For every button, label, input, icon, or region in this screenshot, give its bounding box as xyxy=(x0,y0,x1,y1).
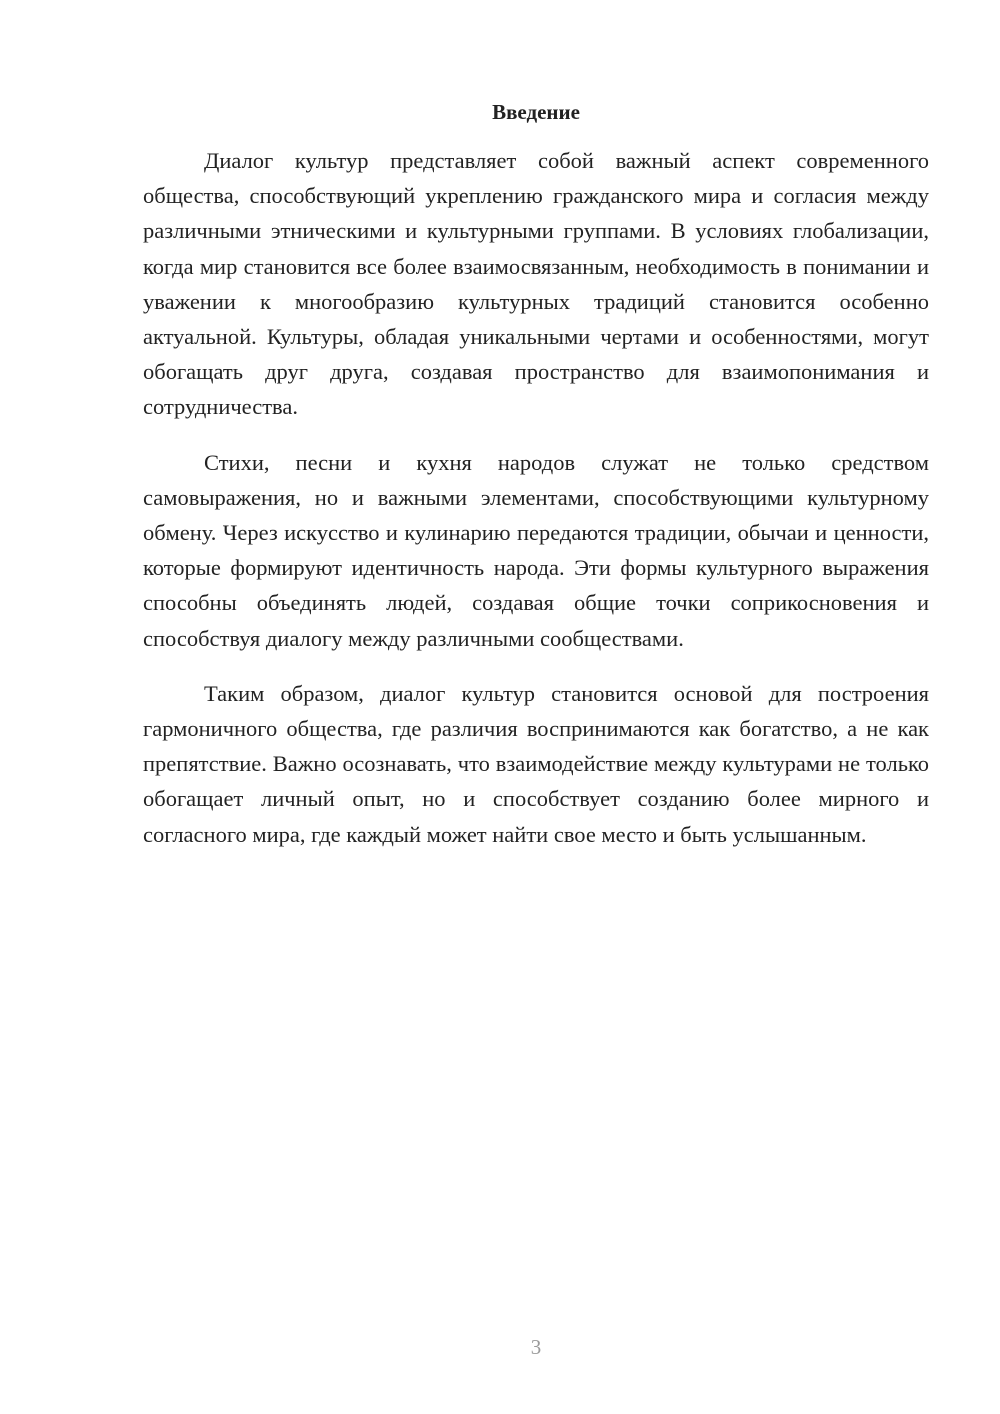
paragraph-2: Стихи, песни и кухня народов служат не только средством самовыражения, но и важными элементами, способствующими культурному обмену. Через искусство и кулинарию передаются традиции, обычаи и ценности, которые формируют идентичность народа. Эти формы культурного выражения способны объединять людей, создавая общие точки соприкосновения и способствуя диалогу между различными сообществами. xyxy=(143,449,929,651)
page-number: 3 xyxy=(530,1335,542,1359)
paragraph-1: Диалог культур представляет собой важный аспект современного общества, способствующий укреплению гражданского мира и согласия между различными этническими и культурными группами. В условиях глобализации, когда мир становится все более взаимосвязанным, необходимость в понимании и уважении к многообразию культурных традиций становится особенно актуальной. Культуры, обладая уникальными чертами и особенностями, могут обогащать друг друга, создавая пространство для взаимопонимания и сотрудничества. xyxy=(143,148,929,420)
paragraph-3: Таким образом, диалог культур становится основой для построения гармоничного общества, где различия воспринимаются как богатство, а не как препятствие. Важно осознавать, что взаимодействие между культурами не только обогащает личный опыт, но и способствует созданию более мирного и согласного мира, где каждый может найти свое место и быть услышанным. xyxy=(143,680,929,847)
section-heading: Введение xyxy=(492,100,580,124)
body-text xyxy=(143,143,929,872)
